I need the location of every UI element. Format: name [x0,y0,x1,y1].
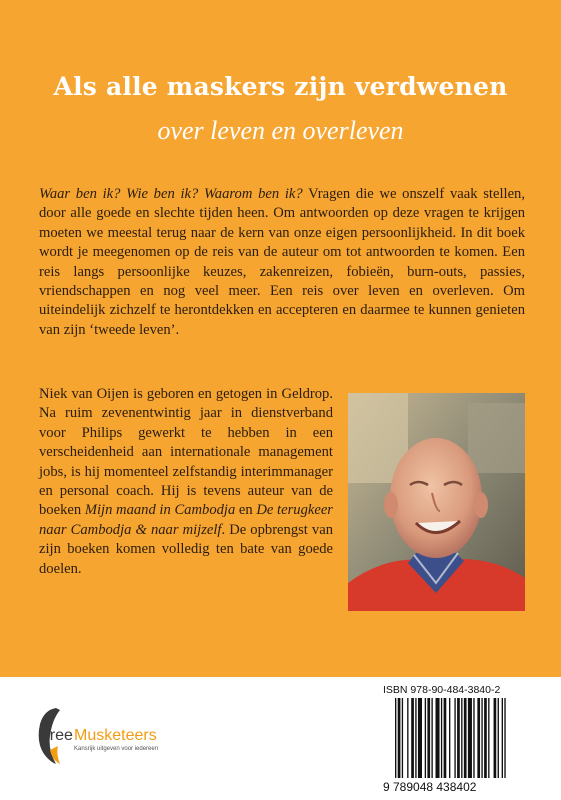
publisher-name-musketeers: Musketeers [74,727,157,744]
bio-book-title-1: Mijn maand in Cambodja [84,502,236,519]
bio-text-3: . De opbrengst van zijn boeken komen volledig ten bate van goede doelen. [39,521,333,577]
blurb-text: Vragen die we onszelf vaak stellen, door alle goede en slechte tijden heen. Om antwoorden op deze vragen te krijgen moeten we meestal terug naar de kern van onze eigen persoonlijkheid. In dit boek wordt je meegenomen op de reis van de auteur om tot antwoorden te komen. Een reis langs persoonlijke keuzes, zakenreizen, fobieën, burn-outs, passies, vriendschappen en nog veel meer. Een reis over leven en overleven. Om uiteindelijk zichzelf te herontdekken en accepteren en daarmee te kunnen genieten van zijn ‘tweede leven’. [39,186,525,338]
publisher-logo [34,702,194,772]
bio-text-2: en [235,502,257,519]
blurb-paragraph [39,185,525,340]
book-title: Als alle maskers zijn verdwenen [53,72,508,101]
bio-text-1: Niek van Oijen is geboren en getogen in Geldrop. Na ruim zevenentwintig jaar in dienstverband voor Philips gewerkt te hebben in een verscheidenheid aan internationale management jobs, is hij momenteel zelfstandig interimmanager en personal coach. Hij is tevens auteur van de boeken [39,386,333,519]
publisher-name-free: Free [40,727,73,744]
isbn-label: ISBN 978-90-484-3840-2 [383,684,501,696]
barcode-icon [385,698,551,780]
publisher-tagline: Kansrijk uitgeven voor iedereen [74,746,159,752]
author-photo [348,393,525,611]
author-bio [39,385,333,579]
isbn-barcode-block [383,684,553,796]
barcode-digits: 9 789048 438402 [383,780,477,794]
book-subtitle: over leven en overleven [157,116,404,145]
bio-book-title-2: De terugkeer naar Cambodja & naar mijzelf [39,502,333,538]
blurb-questions: Waar ben ik? Wie ben ik? Waarom ben ik? [39,186,303,202]
